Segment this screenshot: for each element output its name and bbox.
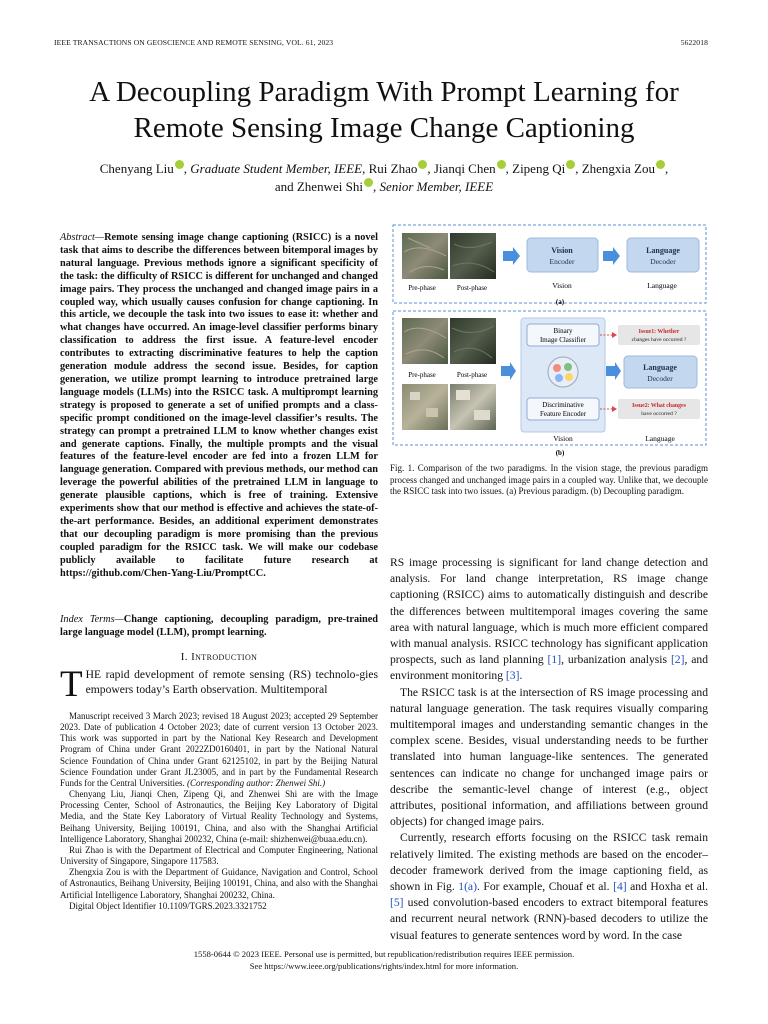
svg-text:Vision: Vision: [553, 434, 573, 443]
author-name: Jianqi Chen: [433, 161, 496, 176]
arrow-icon: [612, 332, 617, 338]
intro-paragraph: THE rapid development of remote sensing (RS) technolo-gies empowers today’s Earth observation. Multitemporal: [60, 664, 378, 705]
footnote-affiliation: Zhengxia Zou is with the Department of Guidance, Navigation and Control, School of Astronautics, Beihang University, Beijing 100191, China, and also with the Shanghai Artificial Intelligence Laboratory, Shanghai 200232, China.: [60, 867, 378, 900]
arrow-icon: [503, 247, 520, 265]
orcid-icon[interactable]: [656, 160, 665, 169]
svg-text:Language: Language: [647, 281, 677, 290]
orcid-icon[interactable]: [566, 160, 575, 169]
index-terms-label: Index Terms—: [60, 614, 124, 625]
author-name: Zipeng Qi: [512, 161, 566, 176]
title-line-1: A Decoupling Paradigm With Prompt Learning for: [89, 76, 679, 108]
language-decoder-box: [627, 238, 699, 272]
svg-text:Pre-phase: Pre-phase: [408, 371, 436, 379]
copyright-line: 1558-0644 © 2023 IEEE. Personal use is permitted, but republication/redistribution requires IEEE permission.: [193, 949, 575, 959]
author-name: Rui Zhao: [368, 161, 418, 176]
pre-phase-image: [402, 233, 448, 279]
svg-text:have occurred ?: have occurred ?: [641, 411, 677, 417]
pre-phase-image: [402, 318, 448, 364]
citation-link[interactable]: [2]: [670, 653, 685, 667]
rights-link-line: See https://www.ieee.org/publications/rights/index.html for more information.: [249, 960, 519, 971]
corresponding-author: (Corresponding author: Zhenwei Shi.): [186, 777, 326, 788]
figure-1: [390, 222, 710, 460]
svg-text:Encoder: Encoder: [549, 257, 575, 266]
svg-text:Language: Language: [646, 246, 680, 255]
abstract: [60, 232, 378, 580]
title-line-2: Remote Sensing Image Change Captioning: [133, 112, 635, 144]
svg-text:Decoder: Decoder: [650, 257, 676, 266]
svg-text:Decoder: Decoder: [647, 374, 673, 383]
svg-text:Issue1: Whether: Issue1: Whether: [638, 329, 680, 335]
paragraph: The RSICC task is at the intersection of RS image processing and natural language generation. The task requires visually comparing multitemporal images and understanding semantic changes in the complex scene. Besides, visual understanding needs to be further translated into human language-like sentences. The generated sentences can indicate no change for unchanged image pairs or describe the semantic-level change of interest (e.g., object attributes, positional information, and affiliations between ground objects) for changed image pairs.: [390, 685, 708, 829]
svg-text:Image Classifier: Image Classifier: [539, 336, 587, 344]
footnote-affiliation: Chenyang Liu, Jianqi Chen, Zipeng Qi, and Zhenwei Shi are with the Image Processing Center, School of Astronautics, the Beijing Key Laboratory of Digital Media, and the State Key Laboratory of Virtual Reality Technology and Systems, Beihang University, Beijing 100191, China, and also with the Shanghai Artificial Intelligence Laboratory, Shanghai 200232, China (e-mail: shizhenwei@buaa.edu.cn).: [60, 789, 378, 844]
svg-text:changes have occurred ?: changes have occurred ?: [631, 337, 687, 343]
svg-text:Post-phase: Post-phase: [456, 284, 488, 292]
arrow-icon: [501, 362, 516, 380]
citation-link[interactable]: [3]: [505, 669, 520, 683]
arrow-icon: [612, 406, 617, 412]
orcid-icon[interactable]: [497, 160, 506, 169]
post-phase-image: [450, 318, 496, 364]
footnote-affiliation: Rui Zhao is with the Department of Electrical and Computer Engineering, National University of Singapore, Singapore 117583.: [60, 844, 378, 867]
drop-cap: T: [60, 664, 83, 705]
svg-text:Vision: Vision: [551, 246, 573, 255]
running-header: IEEE TRANSACTIONS ON GEOSCIENCE AND REMOTE SENSING, VOL. 61, 2023: [54, 38, 334, 47]
index-terms-text: Change captioning, decoupling paradigm, pre-trained large language model (LLM), prompt learning.: [60, 614, 378, 638]
svg-text:Language: Language: [643, 363, 677, 372]
svg-text:Post-phase: Post-phase: [456, 371, 488, 379]
author-name: Chenyang Liu: [99, 161, 174, 176]
paragraph: RS image processing is significant for land change detection and analysis. For land change interpretation, RS image change captioning (RSICC) aims to automatically distinguish and describe the differences between multitemporal images covering the same area with natural language, which is much more efficient compared with manual analysis. RSICC technology has significant application prospects, such as land planning [1], urbanization analysis [2], and environment monitoring [3].: [390, 556, 708, 683]
author-name: and Zhenwei Shi: [274, 179, 363, 194]
author-name: Zhengxia Zou: [581, 161, 655, 176]
footnote-manuscript: Manuscript received 3 March 2023; revised 18 August 2023; accepted 29 September 2023. Date of publication 4 October 2023; date of current version 13 October 2023. This work was supported in part by the National Key Research and Development Program of China under Grant 2022ZD0160401, in part by the National Natural Science Foundation of China under Grant 62125102, in part by the Beijing Natural Science Foundation under Grant JL23005, and in part by the Fundamental Research Funds for the Central Universities. (Corresponding author: Zhenwei Shi.): [60, 711, 378, 788]
article-number: 5622018: [680, 38, 708, 47]
svg-text:Discriminative: Discriminative: [542, 401, 584, 409]
footnotes: [60, 711, 378, 912]
pre-phase-image: [402, 384, 448, 430]
svg-text:Vision: Vision: [552, 281, 572, 290]
figure-caption: Fig. 1. Comparison of the two paradigms. In the vision stage, the previous paradigm process changed and unchanged image pairs in a coupled way. Unlike that, we decouple the RSICC task into two issues. (a) Previous paradigm. (b) Decoupling paradigm.: [390, 463, 708, 497]
language-decoder-box: [624, 356, 697, 388]
copyright-notice: [60, 949, 708, 972]
footnote-doi: Digital Object Identifier 10.1109/TGRS.2023.3321752: [69, 900, 267, 911]
citation-link[interactable]: [4]: [613, 880, 627, 894]
paragraph: Currently, research efforts focusing on the RSICC task remain relatively limited. The existing methods are based on the encoder–decoder framework derived from the image captioning field, as shown in Fig. 1(a). For example, Chouaf et al. [4] and Hoxha et al. [5] used convolution-based encoders to extract bitemporal features and recurrent neural network (RNN)-based decoders to utilize the visual features to generate sentences word by word. In the case: [390, 831, 709, 942]
svg-text:Binary: Binary: [553, 327, 573, 335]
author-list: Chenyang Liu , Graduate Student Member, IEEE, Rui Zhao , Jianqi Chen , Zipeng Qi , Zhengxia Zou , and Zhenwei Shi , Senior Member, IEEE: [99, 161, 669, 194]
svg-text:(a): (a): [555, 298, 565, 306]
citation-link[interactable]: [5]: [390, 896, 404, 910]
citation-link[interactable]: [1]: [547, 653, 562, 667]
figure-link[interactable]: 1(a): [458, 880, 477, 894]
svg-text:Language: Language: [645, 434, 675, 443]
abstract-text: Remote sensing image change captioning (RSICC) is a novel task that aims to describe the differences between bitemporal images by natural language. Previous methods ignore a significant specificity of the task: the difficulty of RSICC is different for unchanged and changed image pairs. They process the unchanged and changed image pairs in a coupled way, which usually causes confusion for change captioning. In this article, we decouple the task into two issues to ease it: whether and what changes have occurred. An image-level classifier performs binary classification to address the first issue. A feature-level encoder contributes to extracting discriminative features to help the caption generation module address the second issue. Besides, for caption generation, we utilize prompt learning to introduce pretrained large language models (LLMs) into the RSICC task. A multiprompt learning strategy is proposed to generate a set of unified prompts and a class-specific prompt conditioned on the image-level classifier’s results. The strategy can prompt a pretrained LLM to know whether changes exist and generate captions. Finally, the multiple prompts and the visual features of the feature-level encoder are fed into a frozen LLM for language generation. Compared with previous methods, our method can leverage the powerful abilities of the pretrained LLM in language to generate plausible captions, which is free of training. Extensive experiments show that our method is effective and achieves the state-of-the-art performance. Besides, an additional experiment demonstrates that our decoupling paradigm is more promising than the previous coupled paradigm for the RSICC task. We will make our codebase publicly available to facilitate future research at https://github.com/Chen-Yang-Liu/PromptCC.: [60, 232, 378, 579]
arrow-icon: [606, 362, 621, 380]
paper-title: [40, 74, 728, 146]
brain-icon: [548, 357, 578, 387]
author-role: Senior Member, IEEE: [379, 179, 494, 194]
abstract-label: Abstract—: [60, 232, 105, 243]
svg-text:Feature Encoder: Feature Encoder: [539, 410, 587, 418]
author-role: Graduate Student Member, IEEE: [190, 161, 363, 176]
svg-text:(b): (b): [555, 449, 565, 457]
orcid-icon[interactable]: [364, 178, 373, 187]
svg-text:Pre-phase: Pre-phase: [408, 284, 436, 292]
right-column-text: [390, 555, 708, 944]
orcid-icon[interactable]: [175, 160, 184, 169]
vision-encoder-box: [527, 238, 598, 272]
section-heading: I. Introduction: [180, 651, 258, 663]
svg-text:Issue2: What changes: Issue2: What changes: [632, 403, 686, 409]
post-phase-image: [450, 233, 496, 279]
orcid-icon[interactable]: [418, 160, 427, 169]
index-terms: [60, 614, 378, 640]
arrow-icon: [603, 247, 620, 265]
